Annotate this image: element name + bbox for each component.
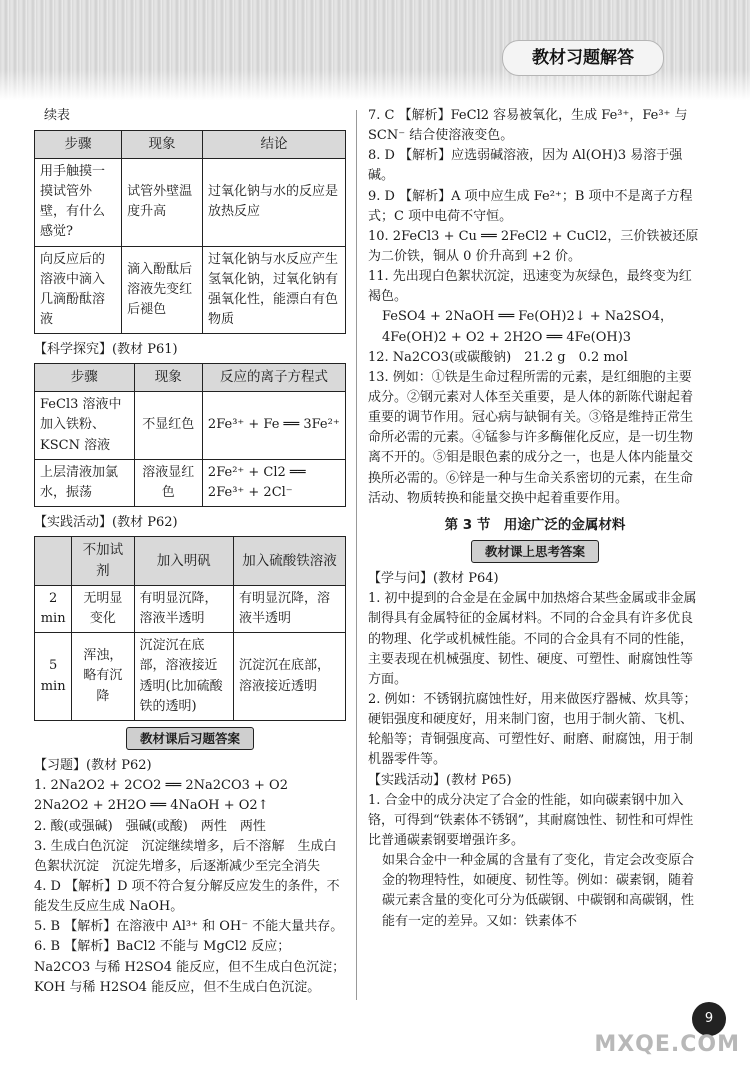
table-cell: 试管外壁温度升高 xyxy=(122,159,203,247)
table-cell: 无明显变化 xyxy=(72,585,134,632)
watermark: MXQE.COM xyxy=(594,1031,740,1057)
left-column xyxy=(34,106,346,998)
answer-item: 6. B 【解析】BaCl2 不能与 MgCl2 反应；Na2CO3 与稀 H2SO4 能反应，但不生成白色沉淀；KOH 与稀 H2SO4 能反应，但不生成白色沉淀。 xyxy=(34,939,346,995)
table-cell: 2Fe³⁺ + Fe ══ 3Fe²⁺ xyxy=(202,392,345,459)
section-title: 第 3 节 用途广泛的金属材料 xyxy=(444,516,626,533)
table-header xyxy=(35,537,72,586)
table-header: 加入明矾 xyxy=(134,537,234,586)
section-banner: 教材课上思考答案 xyxy=(471,540,599,563)
table-row xyxy=(35,459,346,506)
table-sodium-peroxide xyxy=(34,130,346,334)
answer-item: 11. 先出现白色絮状沉淀，迅速变为灰绿色，最终变为红褐色。 xyxy=(368,269,692,305)
table-header-row xyxy=(35,131,346,159)
table-header: 现象 xyxy=(134,364,202,392)
table-row xyxy=(35,246,346,334)
table-cell: 向反应后的溶液中滴入几滴酚酞溶液 xyxy=(35,246,122,334)
answer-item: 9. D 【解析】A 项中应生成 Fe²⁺；B 项中不是离子方程式；C 项中电荷不守恒。 xyxy=(368,188,693,224)
answer-item: 3. 生成白色沉淀 沉淀继续增多，后不溶解 生成白色絮状沉淀 沉淀先增多，后逐渐减少至完全消失 xyxy=(34,838,337,874)
table-cell: FeCl3 溶液中加入铁粉、KSCN 溶液 xyxy=(35,392,135,459)
table-cell: 2Fe²⁺ + Cl2 ══ 2Fe³⁺ + 2Cl⁻ xyxy=(202,459,345,506)
table-header-row xyxy=(35,364,346,392)
answer-paragraph: 如果合金中一种金属的含量有了变化，肯定会改变原合金的物理特性，如硬度、韧性等。例如：碳素钢，随着碳元素含量的变化可分为低碳钢、中碳钢和高碳钢，性能有一定的差异。又如：铁素体不 xyxy=(382,853,695,929)
table-cell: 用手触摸一摸试管外壁，有什么感觉? xyxy=(35,159,122,247)
table-header: 现象 xyxy=(122,131,203,159)
practice-label: 【实践活动】(教材 P62) xyxy=(34,514,178,530)
table-row xyxy=(35,585,346,632)
table-cell: 溶液显红色 xyxy=(134,459,202,506)
table-cell: 滴入酚酞后溶液先变红后褪色 xyxy=(122,246,203,334)
table-cell: 过氧化钠与水反应产生氢氧化钠，过氧化钠有强氧化性，能漂白有色物质 xyxy=(202,246,345,334)
answer-item: 5. B 【解析】在溶液中 Al³⁺ 和 OH⁻ 不能大量共存。 xyxy=(34,919,344,935)
table-header-row xyxy=(35,537,346,586)
table-row xyxy=(35,159,346,247)
chemical-equation: 4Fe(OH)2 + O2 + 2H2O ══ 4Fe(OH)3 xyxy=(382,329,632,345)
table-cell: 5 min xyxy=(35,633,72,721)
table-iron-ions xyxy=(34,363,346,507)
answer-item: 7. C 【解析】FeCl2 容易被氧化，生成 Fe³⁺，Fe³⁺ 与 SCN⁻ 结合使溶液变色。 xyxy=(368,108,688,144)
answer-item: 1. 初中提到的合金是在金属中加热熔合某些金属或非金属制得具有金属特征的金属材料。不同的合金具有许多优良的物理、化学或机械性能。不同的合金具有不同的性能，主要表现在机械强度、韧性、硬度、可塑性、耐腐蚀性等方面。 xyxy=(368,591,697,687)
table-cell: 过氧化钠与水的反应是放热反应 xyxy=(202,159,345,247)
table-cell: 沉淀沉在底部，溶液接近透明 xyxy=(234,633,346,721)
science-explore-label: 【科学探究】(教材 P61) xyxy=(34,342,178,358)
table-header: 加入硫酸铁溶液 xyxy=(234,537,346,586)
table-cell: 2 min xyxy=(35,585,72,632)
table-cell: 浑浊，略有沉降 xyxy=(72,633,134,721)
answer-item: 2. 酸(或强碱) 强碱(或酸) 两性 两性 xyxy=(34,818,266,834)
answer-item: 2. 例如：不锈钢抗腐蚀性好，用来做医疗器械、炊具等；硬铝强度和硬度好，用来制门窗，也用于制火箭、飞机、轮船等；青铜强度高、可塑性好、耐磨、耐腐蚀，用于制机器零件等。 xyxy=(368,691,697,768)
header-title: 教材习题解答 xyxy=(502,40,664,76)
chemical-equation: FeSO4 + 2NaOH ══ Fe(OH)2↓ + Na2SO4， xyxy=(382,309,673,325)
answer-item: 10. 2FeCl3 + Cu ══ 2FeCl2 + CuCl2，三价铁被还原为二价铁，铜从 0 价升高到 +2 价。 xyxy=(368,228,699,264)
right-column xyxy=(368,106,702,932)
answer-item: 8. D 【解析】应选弱碱溶液，因为 Al(OH)3 易溶于强碱。 xyxy=(368,148,683,184)
table-row xyxy=(35,633,346,721)
continued-label: 续表 xyxy=(44,108,71,123)
table-cell: 有明显沉降，溶液半透明 xyxy=(234,585,346,632)
table-row xyxy=(35,392,346,459)
answer-item: 1. 合金中的成分决定了合金的性能，如向碳素钢中加入铬，可得到“铁素体不锈钢”，其耐腐蚀性、韧性和可焊性比普通碳素钢要增强许多。 xyxy=(368,792,694,848)
table-sedimentation xyxy=(34,536,346,721)
answer-item: 13. 例如：①铁是生命过程所需的元素，是红细胞的主要成分。②钢元素对人体至关重要，是人体的新陈代谢起着重要的调节作用。冠心病与缺铜有关。③铬是维持正常生命所必需的元素。④锰参与许多酶催化反应，是一切生物离不开的。⑤钼是眼色素的成分之一，也是人体内能量交换所必需的。⑥锌是一种与生命关系密切的元素，在生命活动、物质转换和能量交换中起着重要作用。 xyxy=(368,369,694,506)
table-header: 步骤 xyxy=(35,364,135,392)
table-cell: 不显红色 xyxy=(134,392,202,459)
answer-item: 4. D 【解析】D 项不符合复分解反应发生的条件，不能发生反应生成 NaOH。 xyxy=(34,879,340,915)
table-header: 反应的离子方程式 xyxy=(202,364,345,392)
column-divider xyxy=(356,110,357,1000)
section-banner: 教材课后习题答案 xyxy=(126,727,254,750)
table-cell: 上层清液加氯水，振荡 xyxy=(35,459,135,506)
table-header: 步骤 xyxy=(35,131,122,159)
table-cell: 沉淀沉在底部，溶液接近透明(比加硫酸铁的透明) xyxy=(134,633,234,721)
answer-item: 1. 2Na2O2 + 2CO2 ══ 2Na2CO3 + O2 2Na2O2 + 2H2O ══ 4NaOH + O2↑ xyxy=(34,778,301,814)
exercise-label: 【习题】(教材 P62) xyxy=(34,758,152,774)
table-header: 不加试剂 xyxy=(72,537,134,586)
answer-item: 12. Na2CO3(或碳酸钠) 21.2 g 0.2 mol xyxy=(368,349,628,365)
practice-label: 【实践活动】(教材 P65) xyxy=(368,772,512,788)
study-label: 【学与问】(教材 P64) xyxy=(368,571,499,587)
table-header: 结论 xyxy=(202,131,345,159)
table-cell: 有明显沉降，溶液半透明 xyxy=(134,585,234,632)
page-number: 9 xyxy=(692,1002,726,1036)
